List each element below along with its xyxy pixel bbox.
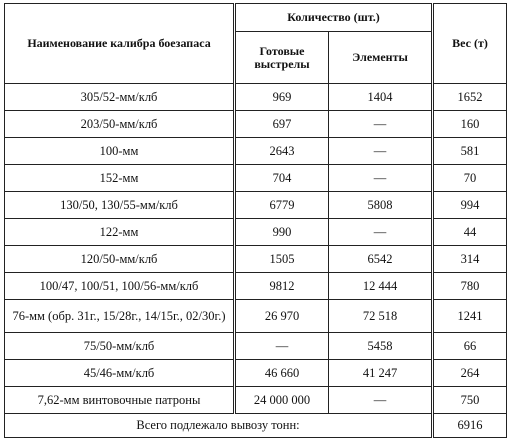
elements-cell: 1404 xyxy=(329,84,433,111)
weight-cell: 44 xyxy=(433,219,507,246)
ready-rounds-cell: 6779 xyxy=(235,192,329,219)
weight-cell: 750 xyxy=(433,387,507,414)
elements-cell: — xyxy=(329,165,433,192)
weight-cell: 780 xyxy=(433,273,507,300)
caliber-name-cell: 122-мм xyxy=(5,219,235,246)
caliber-name-cell: 76-мм (обр. 31г., 15/28г., 14/15г., 02/30г.) xyxy=(5,300,235,333)
weight-cell: 160 xyxy=(433,111,507,138)
total-weight: 6916 xyxy=(433,414,507,438)
ready-rounds-cell: 26 970 xyxy=(235,300,329,333)
caliber-name-cell: 305/52-мм/клб xyxy=(5,84,235,111)
weight-cell: 994 xyxy=(433,192,507,219)
header-caliber-name: Наименование калибра боезапаса xyxy=(5,4,235,84)
header-elements: Элементы xyxy=(329,32,433,84)
elements-cell: — xyxy=(329,387,433,414)
header-ready-rounds: Готовые выстрелы xyxy=(235,32,329,84)
weight-cell: 70 xyxy=(433,165,507,192)
table-row xyxy=(5,387,507,414)
caliber-name-cell: 45/46-мм/клб xyxy=(5,360,235,387)
caliber-name-cell: 100-мм xyxy=(5,138,235,165)
caliber-name-cell: 100/47, 100/51, 100/56-мм/клб xyxy=(5,273,235,300)
table-row xyxy=(5,300,507,333)
elements-cell: 41 247 xyxy=(329,360,433,387)
ammunition-table xyxy=(4,3,507,438)
caliber-name-cell: 152-мм xyxy=(5,165,235,192)
weight-cell: 264 xyxy=(433,360,507,387)
ready-rounds-cell: 2643 xyxy=(235,138,329,165)
elements-cell: — xyxy=(329,138,433,165)
ready-rounds-cell: 9812 xyxy=(235,273,329,300)
table-row xyxy=(5,165,507,192)
elements-cell: — xyxy=(329,111,433,138)
total-row xyxy=(5,414,507,438)
caliber-name-cell: 203/50-мм/клб xyxy=(5,111,235,138)
elements-cell: 5458 xyxy=(329,333,433,360)
ready-rounds-cell: 969 xyxy=(235,84,329,111)
elements-cell: 5808 xyxy=(329,192,433,219)
weight-cell: 1241 xyxy=(433,300,507,333)
ready-rounds-cell: 46 660 xyxy=(235,360,329,387)
ready-rounds-cell: 1505 xyxy=(235,246,329,273)
caliber-name-cell: 7,62-мм винтовочные патроны xyxy=(5,387,235,414)
ready-rounds-cell: 24 000 000 xyxy=(235,387,329,414)
table-row xyxy=(5,360,507,387)
weight-cell: 314 xyxy=(433,246,507,273)
elements-cell: 6542 xyxy=(329,246,433,273)
table-row xyxy=(5,84,507,111)
weight-cell: 66 xyxy=(433,333,507,360)
table-row xyxy=(5,192,507,219)
table-row xyxy=(5,138,507,165)
table-row xyxy=(5,273,507,300)
elements-cell: 12 444 xyxy=(329,273,433,300)
caliber-name-cell: 130/50, 130/55-мм/клб xyxy=(5,192,235,219)
elements-cell: — xyxy=(329,219,433,246)
header-quantity: Количество (шт.) xyxy=(235,4,433,32)
elements-cell: 72 518 xyxy=(329,300,433,333)
weight-cell: 581 xyxy=(433,138,507,165)
ready-rounds-cell: 990 xyxy=(235,219,329,246)
total-label: Всего подлежало вывозу тонн: xyxy=(5,414,433,438)
ready-rounds-cell: 697 xyxy=(235,111,329,138)
table-row xyxy=(5,333,507,360)
table-row xyxy=(5,219,507,246)
header-weight: Вес (т) xyxy=(433,4,507,84)
table-row xyxy=(5,246,507,273)
caliber-name-cell: 75/50-мм/клб xyxy=(5,333,235,360)
ready-rounds-cell: 704 xyxy=(235,165,329,192)
table-body xyxy=(5,84,507,414)
table-row xyxy=(5,111,507,138)
ready-rounds-cell: — xyxy=(235,333,329,360)
caliber-name-cell: 120/50-мм/клб xyxy=(5,246,235,273)
weight-cell: 1652 xyxy=(433,84,507,111)
